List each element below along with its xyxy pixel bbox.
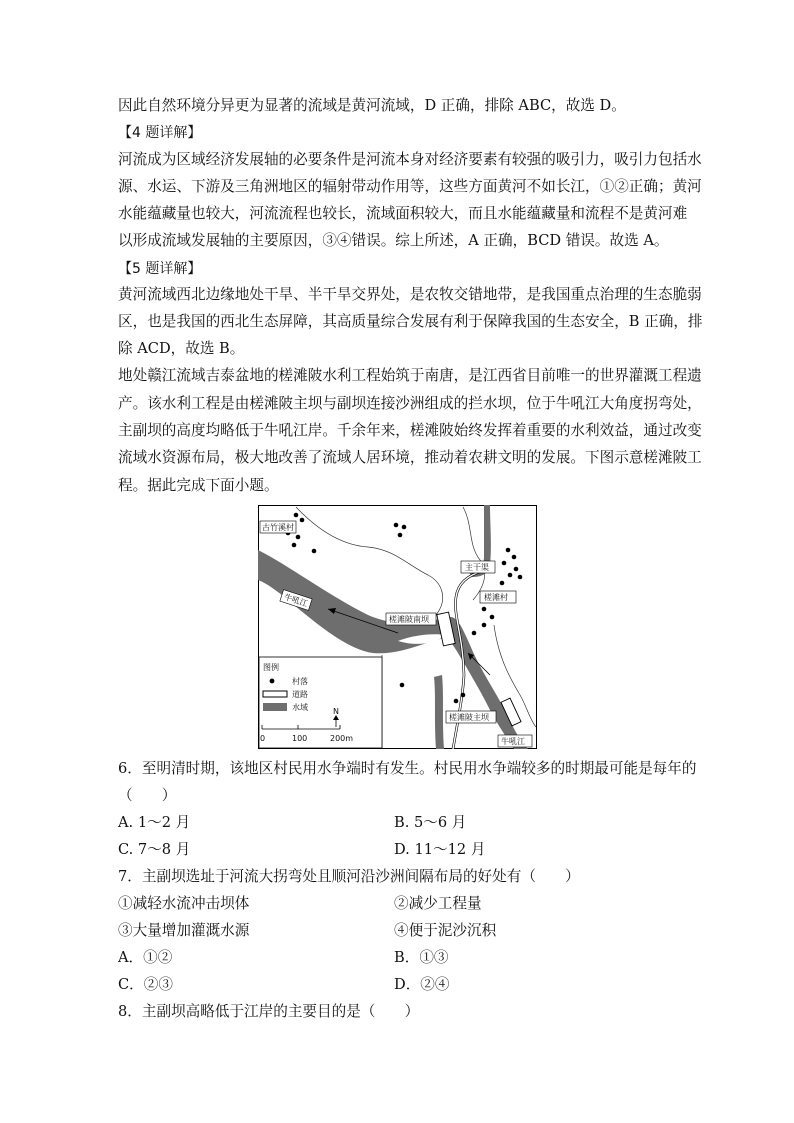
legend-road-label: 道路: [292, 690, 308, 699]
q8-stem: 8．主副坝高略低于江岸的主要目的是（ ）: [118, 1003, 420, 1020]
q4-text-line: 河流成为区域经济发展轴的必要条件是河流本身对经济要素有较强的吸引力，吸引力包括水: [118, 151, 702, 168]
q6-stem: 6．至明清时期，该地区村民用水争端时有发生。村民用水争端较多的时期最可能是每年的: [118, 760, 697, 777]
river-label: 牛吼江: [283, 592, 309, 609]
chatanbei-map-figure: [258, 505, 537, 749]
scale-tick-0: 0: [260, 734, 266, 743]
q6-option-d[interactable]: D. 11～12 月: [394, 841, 486, 858]
q4-text-line: 以形成流域发展轴的主要原因，③④错误。综上所述，A 正确，BCD 错误。故选 A。: [118, 232, 669, 249]
q4-text-line: 水能蕴藏量也较大，河流流程也较长，流域面积较大，而且水能蕴藏量和流程不是黄河难: [118, 205, 688, 222]
legend-water-symbol: [263, 703, 287, 711]
q7-item-1: ①减轻水流冲击坝体: [118, 895, 250, 912]
intro-text-line: 地处赣江流域吉泰盆地的槎滩陂水利工程始筑于南唐，是江西省目前唯一的世界灌溉工程遗: [118, 367, 702, 384]
intro-text-line: 产。该水利工程是由槎滩陂主坝与副坝连接沙洲组成的拦水坝，位于牛吼江大角度拐弯处，: [118, 395, 702, 412]
q4-heading: 【4 题详解】: [118, 125, 202, 141]
south-dam-label: 槎滩陂南坝: [389, 615, 429, 624]
canal-label: 主干渠: [465, 563, 489, 572]
q7-option-d[interactable]: D．②④: [394, 976, 450, 993]
q7-item-2: ②减少工程量: [394, 895, 482, 912]
q7-item-3: ③大量增加灌溉水源: [118, 922, 250, 939]
q6-stem-blank: （ ）: [118, 787, 177, 804]
q5-text-line: 区，也是我国的西北生态屏障，其高质量综合发展有利于保障我国的生态安全，B 正确，排: [118, 313, 703, 330]
q6-option-c[interactable]: C. 7～8 月: [118, 841, 191, 858]
q7-option-b[interactable]: B．①③: [394, 949, 449, 966]
village-label-chatan: 槎滩村: [484, 593, 508, 602]
intro-text-line: 流域水资源布局，极大地改善了流域人居环境，推动着农耕文明的发展。下图示意槎滩陂工: [118, 449, 702, 466]
scale-tick-100: 100: [292, 734, 308, 743]
village-label-guzhuxi: 古竹溪村: [262, 523, 294, 532]
q4-text-line: 源、水运、下游及三角洲地区的辐射带动作用等，这些方面黄河不如长江，①②正确；黄河: [118, 178, 702, 195]
river-label-lower: 牛吼江: [501, 737, 525, 746]
north-label: N: [333, 707, 339, 716]
answer-text-line: 因此自然环境分异更为显著的流域是黄河流域，D 正确，排除 ABC，故选 D。: [118, 97, 626, 114]
intro-text-line: 主副坝的高度均略低于牛吼江岸。千余年来，槎滩陂始终发挥着重要的水利效益，通过改变: [118, 422, 702, 439]
q7-option-c[interactable]: C．②③: [118, 976, 173, 993]
intro-text-line: 程。据此完成下面小题。: [118, 477, 279, 494]
q5-heading: 【5 题详解】: [118, 261, 202, 277]
q7-option-a[interactable]: A．①②: [118, 949, 173, 966]
q6-option-b[interactable]: B. 5～6 月: [394, 814, 467, 831]
legend-village-label: 村落: [292, 677, 308, 686]
legend-road-symbol: [263, 691, 287, 697]
legend: [259, 657, 382, 748]
legend-village-symbol: [270, 679, 275, 684]
main-dam-label: 槎滩陂主坝: [449, 713, 489, 722]
q6-option-a[interactable]: A. 1～2 月: [118, 814, 191, 831]
stream-water-area: [434, 675, 444, 749]
q7-item-4: ④便于泥沙沉积: [394, 922, 497, 939]
q5-text-line: 除 ACD，故选 B。: [118, 340, 245, 357]
q5-text-line: 黄河流域西北边缘地处干旱、半干旱交界处，是农牧交错地带，是我国重点治理的生态脆弱: [118, 286, 702, 303]
q7-stem: 7．主副坝选址于河流大拐弯处且顺河沿沙洲间隔布局的好处有（ ）: [118, 868, 580, 885]
legend-water-label: 水域: [292, 703, 308, 712]
legend-title: 图例: [263, 663, 279, 672]
scale-tick-200: 200m: [330, 734, 354, 743]
